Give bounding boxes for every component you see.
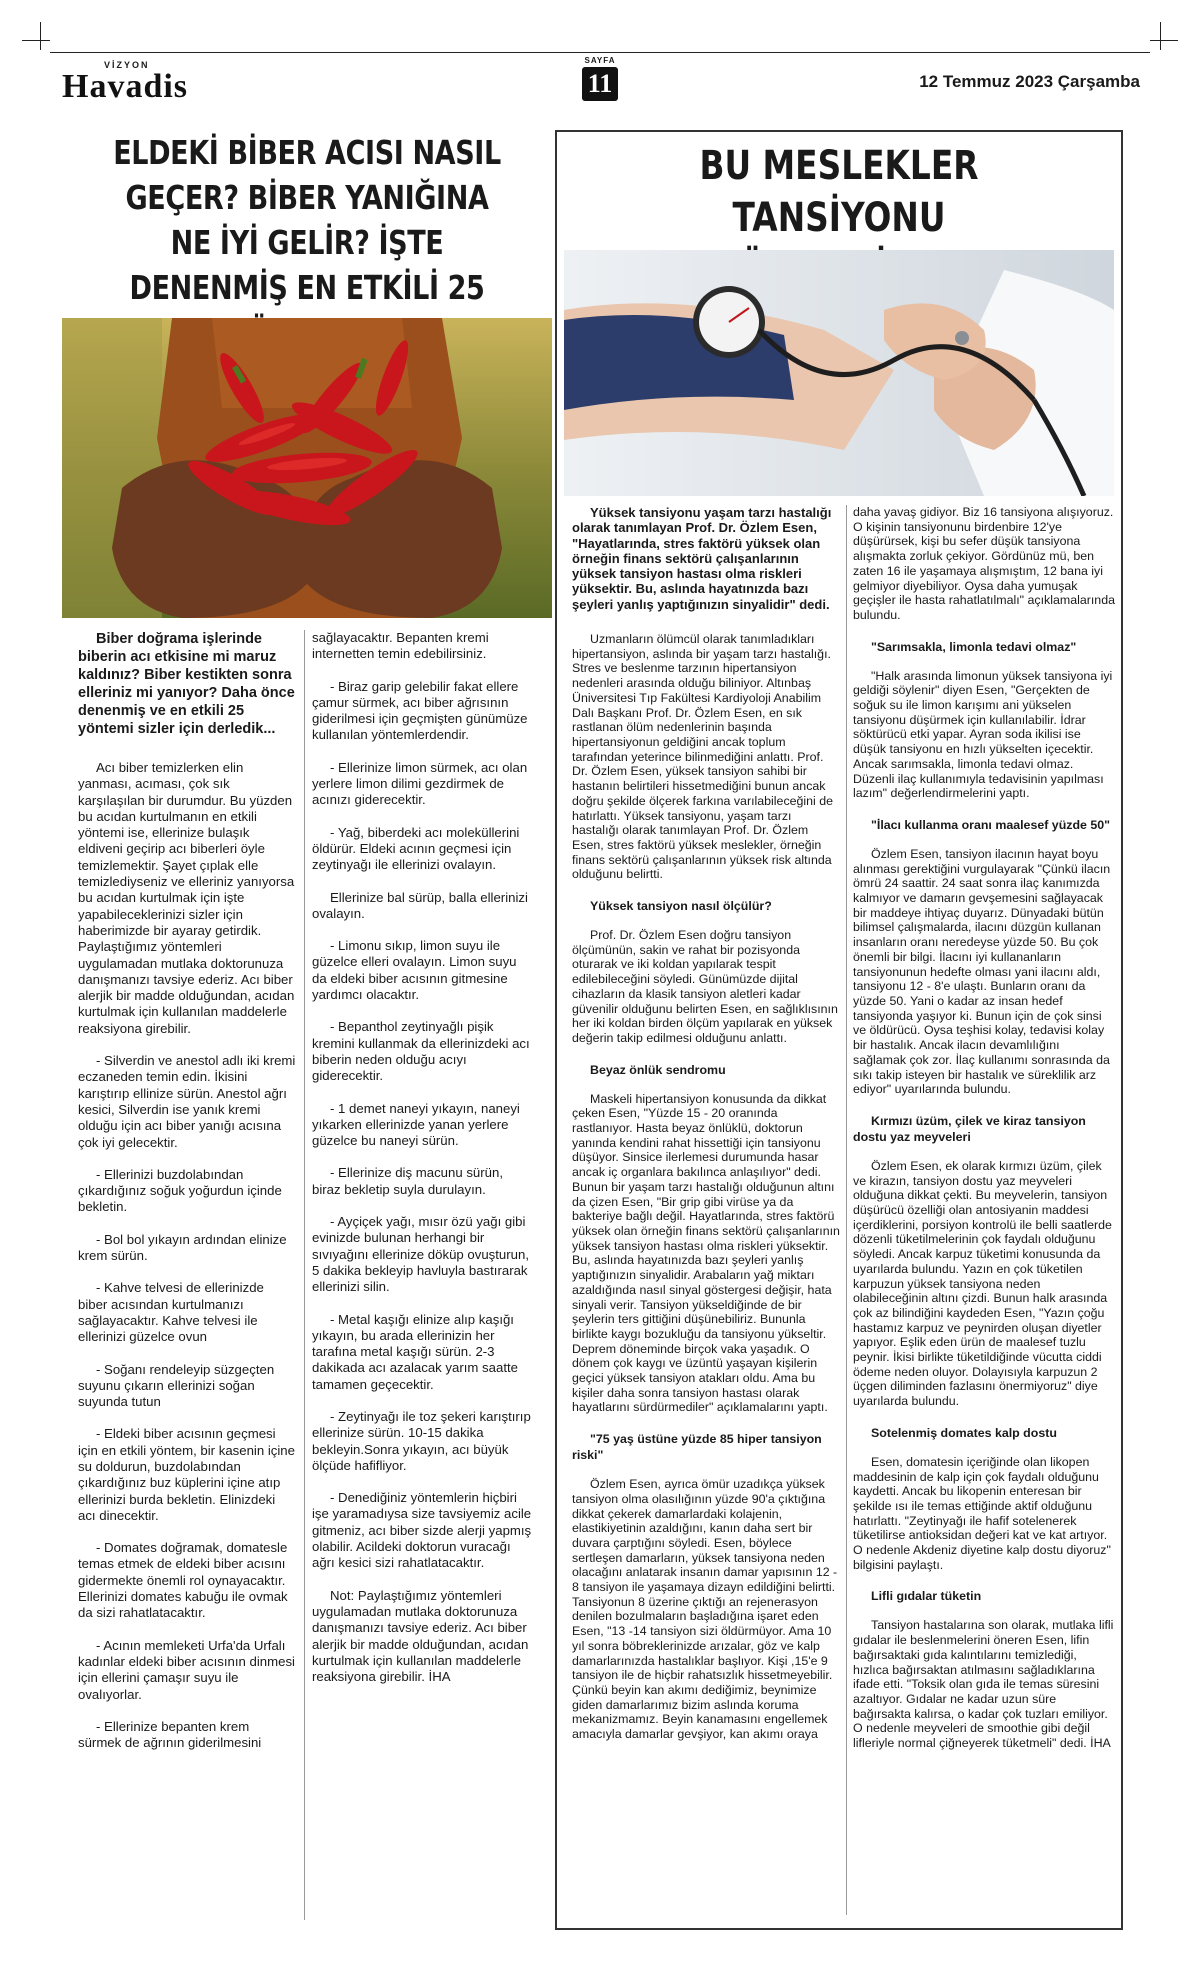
crop-mark-top-left-v [40,22,41,50]
article-paragraph: - Denediğiniz yöntemlerin hiçbiri işe yaramadıysa size tavsiyemiz acile gitmeniz, acı biber sizde alerji yapmış olabilir. Acildeki doktorun vuracağı ağrı kesici sizi rahatlatacaktır. [312,1490,532,1571]
blood-pressure-illustration [564,250,1114,496]
section-heading: "75 yaş üstüne yüzde 85 hiper tansiyon riski" [572,1432,822,1463]
right-article-title: BU MESLEKLER TANSİYONU [699,143,979,241]
column-divider [304,630,305,1920]
article-paragraph: "Halk arasında limonun yüksek tansiyona iyi geldiği söylenir" diyen Esen, "Gerçekten de soğuk su ile limon karışımı ani yükselen tansiyonu düşürmek için kullanılabilir. İdrar söktürücü etki yapar. Ayran soda ikilisi ise düşük tansiyonu en hızlı yükselten içecektir. Ancak sarımsakla, limonla tedavi olmaz. Düzenli ilaç kullanımıyla tedavisinin yapılması lazım" değerlendirmelerini yaptı. [853,668,1113,801]
masthead [50,50,1150,108]
crop-mark-top-right-h [1150,40,1178,41]
section-heading: "İlacı kullanma oranı maalesef yüzde 50" [871,817,1111,832]
article-paragraph: - Bol bol yıkayın ardından elinize krem sürün. [78,1231,287,1264]
article-paragraph: - Ayçiçek yağı, mısır özü yağı gibi evinizde bulunan herhangi bir sıvıyağını ellerinize döküp ovuşturun, 5 dakika bekleyip havluyla bastırarak ellerinizi silin. [312,1214,529,1295]
article-paragraph: - Bepanthol zeytinyağlı pişik kremini kullanmak da ellerinizdeki acı biberin neden olduğu acıyı giderecektir. [312,1019,530,1084]
article-paragraph: - Limonu sıkıp, limon suyu ile güzelce elleri ovalayın. Limon suyu da eldeki biber acısının gitmesine yardımcı olacaktır. [312,938,517,1003]
chili-peppers-photo [62,318,552,618]
right-article-lead: Yüksek tansiyonu yaşam tarzı hastalığı olarak tanımlayan Prof. Dr. Özlem Esen, "Hayatlarında, stres faktörü yüksek olan örneğin finans sektörü çalışanlarının yüksek tansiyon hastası olma riskleri yüksektir. Bu, aslında hayatınızda bazı şeyleri yanlış yaptığınızın sinyalidir" dedi. [572,505,832,612]
column-divider [846,505,847,1915]
article-paragraph: sağlayacaktır. Bepanten kremi internetten temin edebilirsiniz. [312,630,489,662]
section-heading: Lifli gıdalar tüketin [871,1589,982,1604]
article-paragraph: - Ellerinize bepanten krem sürmek de ağrının giderilmesini [78,1718,262,1751]
article-paragraph: - Ellerinize limon sürmek, acı olan yerlere limon dilimi gezdirmek de acınızı giderecektir. [312,759,528,808]
section-heading: Yüksek tansiyon nasıl ölçülür? [590,899,772,914]
blood-pressure-photo [564,250,1114,496]
article-paragraph: daha yavaş gidiyor. Biz 16 tansiyona alışıyoruz. O kişinin tansiyonunu birdenbire 12'ye düşürürsek, kişi bu sefer düşük tansiyona alışmakta zorluk çekiyor. Gördünüz mü, ben zaten 16 ile yaşamaya alışmıştım, 12 bana iyi gelmiyor diyebiliyor. Oysa daha yumuşak geçişler ile hasta rahatlatılmalı" açıklamalarında bulundu. [853,505,1115,622]
right-article-column-2 [853,505,1115,1767]
article-paragraph: - 1 demet naneyi yıkayın, naneyi yıkarken ellerinizde yanan yerlere güzelce bu naneyi sürün. [312,1100,520,1149]
article-paragraph: - Kahve telvesi de ellerinizde biber acısından kurtulmanızı sağlayacaktır. Kahve telvesi ile ellerinizi güzelce ovun [78,1280,264,1345]
article-paragraph: - Acının memleketi Urfa'da Urfalı kadınlar eldeki biber acısının dinmesi için ellerini çamaşır suyu ile ovalıyorlar. [78,1637,295,1702]
article-paragraph: Esen, domatesin içeriğinde olan likopen maddesinin de kalp için çok faydalı olduğunu kaydetti. Ancak bu likopenin enteresan bir şekilde ısı ile temas ettiğinde aktif olduğunu hatırlattı. "Zeytinyağı ile hafif sotelenerek tüketilirse antioksidan değeri kat ve kat artıyor. O nedenle Akdeniz diyetine kalp dostu diyoruz" bilgisini paylaştı. [853,1454,1111,1572]
article-paragraph: Özlem Esen, ek olarak kırmızı üzüm, çilek ve kirazın, tansiyon dostu yaz meyveleri olduğuna dikkat çekti. Bu meyvelerin, tansiyon düşürücü özelliği olan antosiyanin maddesi içerdiklerini, porsiyon kontrolü ile belli saatlerde dözenli tüketilmelerinin çok faydalı olduğunu söyledi. Ancak karpuz tüketimi konusunda da uyarılarda bulundu. Yazın en çok tüketilen karpuzun yüksek tansiyona neden olabileceğinin altını çizdi. Bunun halk arasında çok az bilindiğini kaydeden Esen, "Yazın çoğu hastamız karpuz ve peynirden oluşan diyetler yapıyor. Eşlik eden ürün de maalesef tuzlu peynir. İkisi birlikte tüketildiğinde vücutta ciddi ödeme neden oluyor. Dolayısıyla karpuzun 2 üçgen diliminden fazlasını önermiyoruz" diye uyarılarda bulundu. [853,1158,1112,1409]
article-paragraph: - Zeytinyağı ile toz şekeri karıştırıp ellerinize sürün. 10-15 dakika bekleyin.Sonra yıkayın, acı büyük ölçüde hafifliyor. [312,1408,531,1473]
chili-peppers-illustration [62,318,552,618]
article-paragraph: - Eldeki biber acısının geçmesi için en etkili yöntem, bir kasenin içine su doldurun, buzdolabından çıkardığınız buz küplerini içine atıp ellerinizi burda bekletin. Elinizdeki acı dinecektir. [78,1426,295,1523]
article-paragraph: - Soğanı rendeleyip süzgeçten suyunu çıkarın ellerinizi soğan suyunda tutun [78,1361,275,1410]
section-heading: Kırmızı üzüm, çilek ve kiraz tansiyon dostu yaz meyveleri [853,1113,1086,1144]
article-paragraph: - Biraz garip gelebilir fakat ellere çamur sürmek, acı biber ağrısının giderilmesi için geçmişten günümüze kullanılan yöntemlerdendir. [312,678,528,743]
article-paragraph: Prof. Dr. Özlem Esen doğru tansiyon ölçümünün, sakin ve rahat bir pozisyonda oturarak ve iki koldan yapılarak tespit edilebileceğini söyledi. Günümüzde dijital cihazların da klasik tansiyon aletleri kadar güvenilir olduğunu belirten Esen, en sağlıklısının her iki koldan birden ölçüm yapılarak en yüksek değerin takip edilmesi olduğunu anlattı. [572,928,838,1045]
section-heading: Sotelenmiş domates kalp dostu [871,1425,1057,1440]
right-article-column-1 [572,505,840,1758]
issue-date: 12 Temmuz 2023 Çarşamba [919,72,1140,91]
article-paragraph: - Ellerinize diş macunu sürün, biraz bekletip suyla durulayın. [312,1165,503,1197]
left-article-column-2 [312,630,534,1701]
section-heading: "Sarımsakla, limonla tedavi olmaz" [871,639,1077,654]
article-paragraph: - Ellerinizi buzdolabından çıkardığınız soğuk yoğurdun içinde bekletin. [78,1166,282,1215]
article-paragraph: Tansiyon hastalarına son olarak, mutlaka lifli gıdalar ile beslenmelerini öneren Esen, lifin bağırsaktaki gıda kalıntılarını temizlediği, hızlıca bağırsaktan atılmasını sağladıklarına ifade etti. "Toksik olan gıda ile temas süresini azaltıyor. Gıdalar ne kadar uzun süre bağırsakta kalırsa, o kadar çok tuzları emiliyor. O nedenle meyveleri de smoothie gibi değil lifleriyle normal çiğneyerek tüketmeli" dedi. İHA [853,1618,1114,1751]
page-number: 11 [582,67,618,101]
article-paragraph: - Domates doğramak, domatesle temas etmek de eldeki biber acısını gidermekte önemli rol oynayacaktır. Ellerinizi domates kabuğu ile ovmak da sizi rahatlatacaktır. [78,1540,288,1621]
article-paragraph: Maskeli hipertansiyon konusunda da dikkat çeken Esen, "Yüzde 15 - 20 oranında rastlanıyor. Hasta beyaz önlüklü, doktorun yanında kendini rahat hissettiği için tansiyonu düşüyor. Sinsice ilerlemesi durumunda hasar ancak iç organlara bakılınca anlaşılıyor" dedi. Bunun bir yaşam tarzı hastalığı olduğunun altını da çizen Esen, "Bir grip gibi virüse ya da bakteriye bağlı değil. Hayatlarında, stres faktörü yüksek olan örneğin finans sektörü çalışanlarının yüksek tansiyon hastası olma riskleri yüksektir. Bu, aslında hayatınızda bazı şeyleri yanlış yaptığınızın sinyalidir. Arabaların yağ miktarı azaldığında nasıl sinyal göstergesi değişir, hata sinyali verir. Tansiyon yükseldiğinde de bir şeylerin ters gittiğini düşünebiliriz. Bununla birlikte kaygı bozukluğu da tansiyonu yükseltir. Deprem döneminde birçok vaka yaşadık. O dönem çok kaygı ve üzüntü yaşayan kişilerin geçici yüksek tansiyon atakları oldu. Ama bu kişiler daha sonra tansiyon hastası olarak hayatlarını sürdürmediler" açıklamalarını yaptı. [572,1091,840,1415]
logo-big-text: Havadis [62,68,189,105]
article-paragraph: - Metal kaşığı elinize alıp kaşığı yıkayın, bu arada ellerinizin her tarafına metal kaşığı sürün. 2-3 dakikada acı azalacak yarım saatte tamamen geçecektir. [312,1311,518,1392]
crop-mark-top-left-h [22,40,50,41]
newspaper-logo [62,60,188,110]
article-paragraph: Özlem Esen, tansiyon ilacının hayat boyu alınması gerektiğini vurgulayarak "Çünkü ilacın ömrü 24 saattir. 24 saat sonra ilaç kanımızda kalmıyor ve damarın gevşemesini sağlayacak bir maddeye ihtiyaç duyarız. Dünyadaki bütün bilimsel çalışmalarda, ilacını düzgün kullanan insanların oranı neredeyse yüzde 50. Bu çok önemli bir bilgi. İlacını iyi kullananların tansiyonunun hedefte olması yani ilacını aldı, tansiyonu 12 - 8'e ulaştı. Bunların oranı da yüzde 50. Yani o kadar az insan hedef tansiyonda yaşıyor ki. Bunun için de çok sinsi ve öldürücü. Oysa teşhisi kolay, tedavisi kolay bir hastalık. Ancak ilacın devamlılığını sağlamak çok zor. İlaç kullanımı sonrasında da sıkı takip isteyen bir hastalık ve süreklilik arz ediyor" uyarılarında bulundu. [853,846,1111,1097]
article-paragraph: Not: Paylaştığımız yöntemleri uygulamadan mutlaka doktorunuza danışmanızı tavsiye ederiz. Acı biber alerjik bir madde olduğundan, acıdan kurtulmak için kullanılan maddelerle reaksiyona girebilir. İHA [312,1587,529,1685]
article-paragraph: Ellerinize bal sürüp, balla ellerinizi ovalayın. [312,889,528,921]
article-paragraph: Özlem Esen, ayrıca ömür uzadıkça yüksek tansiyon olma olasılığının yüzde 90'a çıktığına dikkat çekerek damarlardaki kolajenin, elastikiyetinin azaldığını, kanın daha sert bir duvara çarptığını söyledi. Esen, böylece sertleşen damarların, yüksek tansiyona neden olacağını anlatarak insanın damar yapısının 12 - 8 tansiyon ile yaşamaya dizayn edildiğini belirtti. Tansiyonun 8 üzerine çıktığı an rejenerasyon denilen bozulmaların başladığına işaret eden Esen, "13 -14 tansiyon sizi öldürmüyor. Ama 10 yıl sonra böbreklerinizde arızalar, göz ve kalp damarlarınızda hastalıklar başlıyor. Kişi ,15'e 9 tansiyon ile de hiçbir rahatsızlık hissetmeyebilir. Çünkü beyin kan akımı dediğimiz, beynimize giden damarlarımız bizim aslında koruma mekanizmamız. Beyin kanamasını engellemek amacıyla damarlar gevşiyor, kan akımı oraya [572,1477,838,1742]
left-article-title: ELDEKİ BİBER ACISI NASIL GEÇER? BİBER YANIĞINA NE İYİ GELİR? İŞTE DENENMİŞ EN ETKİLİ 25 [113,133,501,307]
section-heading: Beyaz önlük sendromu [590,1062,726,1077]
article-paragraph: Acı biber temizlerken elin yanması, acıması, çok sık karşılaşılan bir durumdur. Bu yüzden bu acıdan kurtulmanın en etkili yöntemi ise, ellerinize bulaşık eldiveni geçirip acı biberleri öyle temizlemektir. Şayet çıplak elle temizlediyseniz ve elleriniz yanıyorsa bu acıdan kurtulmak için işte yapabileceklerinizi sizler için haberimizde bir ayaray getirdik. Paylaştığımız yöntemleri uygulamadan mutlaka doktorunuza danışmanızı tavsiye ederiz. Acı biber alerjik bir madde olduğundan, acıdan kurtulmak için kullanılan maddelerle reaksiyona girebilir. [78,760,295,1036]
left-article-column-1 [78,630,296,1767]
article-paragraph: - Yağ, biberdeki acı moleküllerini öldürür. Eldeki acının geçmesi için zeytinyağı ile ellerinizi ovalayın. [312,824,520,873]
left-article-lead: Biber doğrama işlerinde biberin acı etkisine mi maruz kaldınız? Biber kestikten sonra elleriniz mi yanıyor? Daha önce denenmiş ve en etkili 25 yöntemi sizler için derledik... [78,631,295,737]
page-number-badge [582,56,618,101]
article-paragraph: - Silverdin ve anestol adlı iki kremi eczaneden temin edin. İkisini karıştırıp ellinize sürün. Anestol ağrı kesici, Silverdin ise yanık kremi olduğu için acı biber yanığı acısına çok iyi gelecektir. [78,1053,296,1150]
logo-small-text: VİZYON [104,60,150,70]
crop-mark-top-right-v [1160,22,1161,50]
article-paragraph: Uzmanların ölümcül olarak tanımladıkları hipertansiyon, aslında bir yaşam tarzı hastalığı. Stres ve beslenme tarzının hipertansiyon nedenleri arasında olduğu biliniyor. Altınbaş Üniversitesi Tıp Fakültesi Kardiyoloji Anabilim Dalı Başkanı Prof. Dr. Özlem Esen, en sık rastlanan ölüm nedenlerinin başında hipertansiyonun geldiğini ancak toplum tarafından yeterince bilinmediğini anlattı. Prof. Dr. Özlem Esen, yüksek tansiyon sahibi bir hastanın belirtileri hissetmediğini bunun ancak doğru şekilde ölçerek farkına varılabileceğini de hatırlattı. Yüksek tansiyonu, yaşam tarzı hastalığı olarak tanımlayan Prof. Dr. Özlem Esen, stres faktörü yüksek meslekler, örneğin finans sektörü çalışanlarının yüksek risk altında olduğunu belirtti. [572,632,834,882]
page-label: SAYFA [584,56,616,65]
